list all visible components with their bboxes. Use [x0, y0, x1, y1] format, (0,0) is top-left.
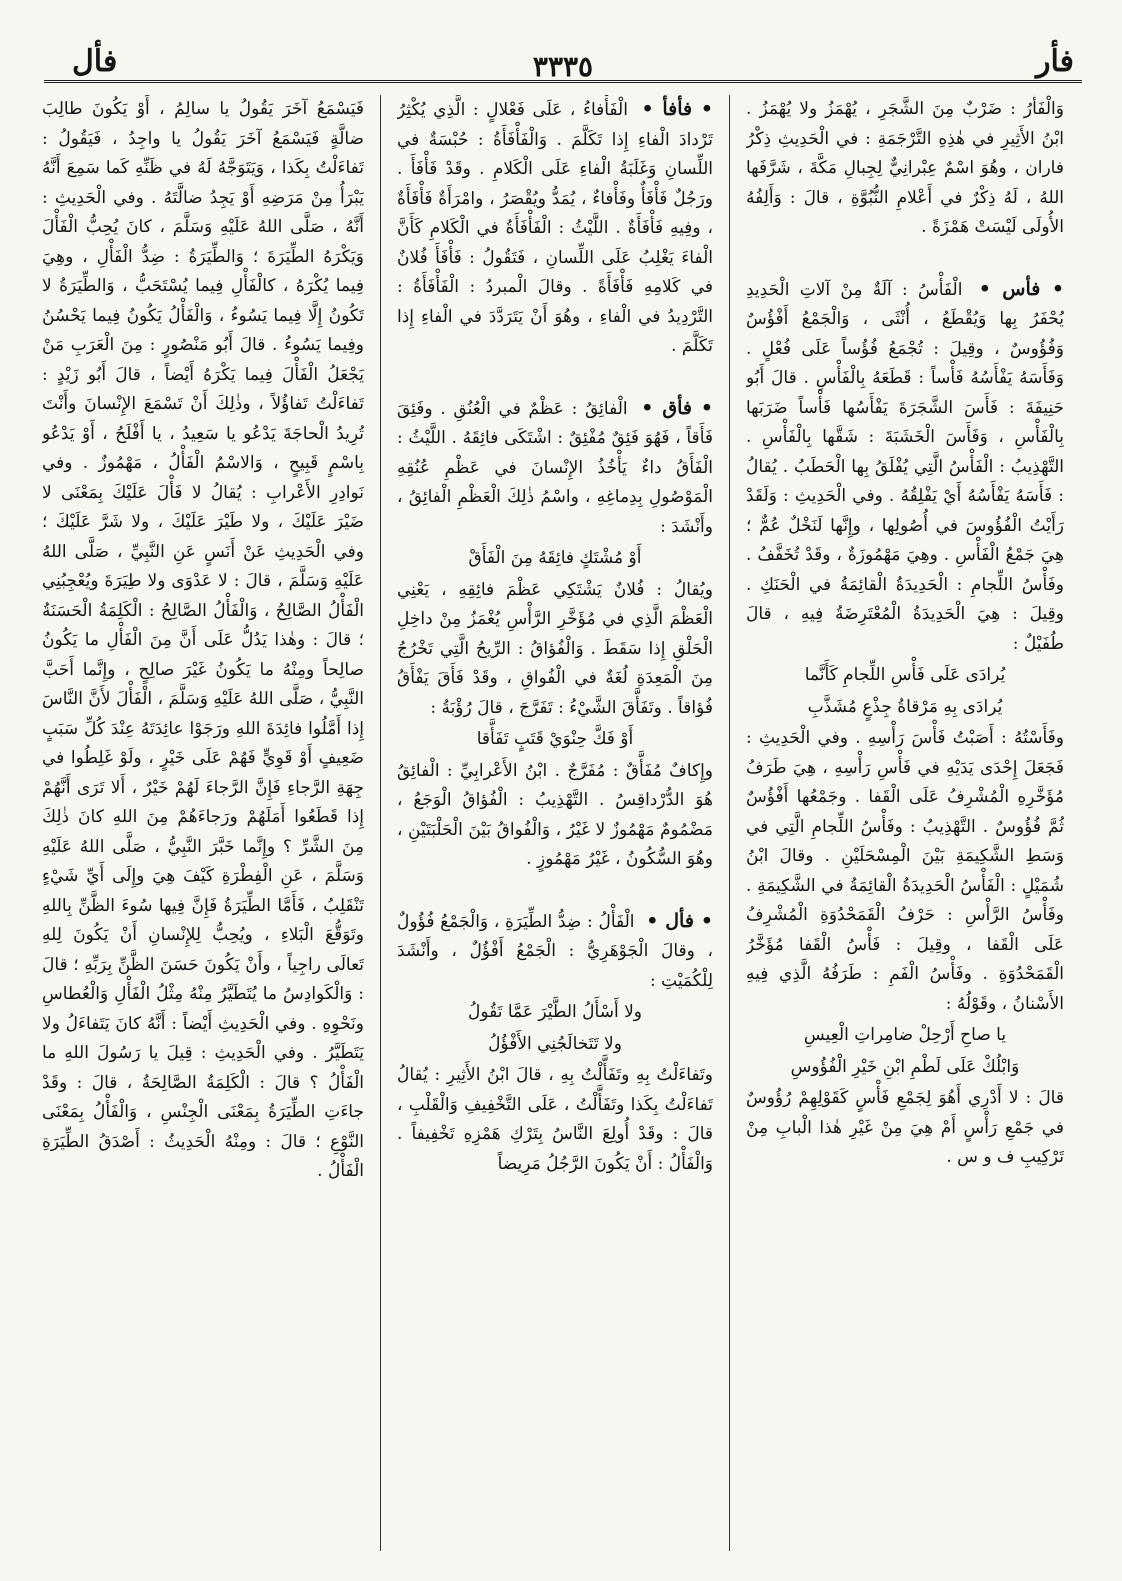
- entry-faq: [397, 394, 713, 875]
- entry-text: الْفَأْفاءُ ، عَلَى فَعْلالٍ : الَّذِي يُكْثِرُ تَرْدادَ الْفاءِ إِذا تَكَلَّمَ . وَالْفَأْفَأَةُ : حُبْسَةٌ في اللِّسانِ وَغَلَبَةُ الْفاءِ عَلَى الْكَلامِ . وقَدْ فَأْفَأَ . ورَجُلٌ فَأْفَأٌ وفَأْفاءٌ ، يُمَدُّ ويُقْصَرُ ، وامْرَأَةٌ فَأْفَأَةٌ ، وفِيهِ فَأْفَأَةٌ . اللَّيْثُ : الْفَأْفَأَةُ في الْكَلامِ كَأَنَّ الْفاءَ يَغْلِبُ عَلَى اللِّسانِ ، فَتَقُولُ : فَأْفَأَ فُلانٌ في كَلامِهِ فَأْفَأَةً . وقالَ الْمبردُ : الْفَأْفَأَةُ : التَّرْدِيدُ في الْفاءِ ، وهُوَ أَنْ يَتَرَدَّدَ في الْفاءِ إِذا تَكَلَّمَ .: [397, 100, 713, 356]
- entry-text: وتَفاءَلْتُ بِهِ وتَفَأَّلْتُ بِهِ ، قالَ ابْنُ الأَثِيرِ : يُقالُ تَفاءَلْتُ بِكَذا وتَفَأَّلْتُ ، عَلَى التَّخْفِيفِ وَالْقَلْبِ ، قالَ : وقَدْ أُولِعَ النَّاسُ بِتَرْكِ هَمْزِهِ تَخْفِيفاً . وَالْفَأْلُ : أَنْ يَكُونَ الرَّجُلُ مَرِيضاً: [397, 1065, 713, 1174]
- entry-text: فَيَسْمَعُ آخَرَ يَقُولُ يا سالِمُ ، أَوْ يَكُونَ طالِبَ ضالَّةٍ فَيَسْمَعُ آخَرَ يَقُولُ يا واجِدُ ، فَيَقُولُ : تَفاءَلْتُ بِكَذا ، وَيَتَوَجَّهُ لَهُ في ظَنِّهِ كَما سَمِعَ أَنَّهُ يَبْرَأُ مِنْ مَرَضِهِ أَوْ يَجِدُ ضالَّتَهُ . وفي الْحَدِيثِ : أَنَّهُ ، صَلَّى اللهُ عَلَيْهِ وَسَلَّمَ ، كانَ يُحِبُّ الْفَأْلَ وَيَكْرَهُ الطِّيَرَةَ ؛ وَالطِّيَرَةُ : ضِدُّ الْفَأْلِ ، وهِيَ فِيما يُكْرَهُ ، كالْفَأْلِ فِيما يُسْتَحَبُّ ، وَالطِّيَرَةُ لا تَكُونُ إِلَّا فِيما يَسُوءُ ، وَالْفَأْلُ يَكُونُ فِيما يَحْسُنُ وفِيما يَسُوءُ . قالَ أَبُو مَنْصُورٍ : مِنَ الْعَرَبِ مَنْ يَجْعَلُ الْفَأْلَ فِيما يَكْرَهُ أَيْضاً ، قالَ أَبُو زَيْدٍ : تَفاءَلْتُ تَفاؤُلاً ، وذٰلِكَ أَنْ تَسْمَعَ الإِنْسانَ وأَنْتَ تُرِيدُ الْحاجَةَ يَدْعُو يا سَعِيدُ ، يا أَفْلَحُ ، أَوْ يَدْعُو بِاسْمٍ قَبِيحٍ ، وَالاسْمُ الْفَأْلُ ، مَهْمُوزٌ . وفي نَوادِرِ الأَعْرابِ : يُقالُ لا فَأْلَ عَلَيْكَ بِمَعْنَى لا ضَيْرَ عَلَيْكَ ، ولا طَيْرَ عَلَيْكَ ، ولا شَرَّ عَلَيْكَ ؛ وفي الْحَدِيثِ عَنْ أَنَسٍ عَنِ النَّبِيِّ ، صَلَّى اللهُ عَلَيْهِ وَسَلَّمَ ، قالَ : لا عَدْوَى ولا طِيَرَةَ ويُعْجِبُنِي الْفَأْلُ الصَّالِحُ ، وَالْفَأْلُ الصَّالِحُ : الْكَلِمَةُ الْحَسَنَةُ ؛ قالَ : وهٰذا يَدُلُّ عَلَى أَنَّ مِنَ الْفَأْلِ ما يَكُونُ صالِحاً ومِنْهُ ما يَكُونُ غَيْرَ صالِحٍ ، وإِنَّما أَحَبَّ النَّبِيُّ ، صَلَّى اللهُ عَلَيْهِ وَسَلَّمَ ، الْفَأْلَ لأَنَّ النَّاسَ إِذا أَمَّلُوا فائِدَةَ اللهِ ورَجَوْا عائِدَتَهُ عِنْدَ كُلِّ سَبَبٍ ضَعِيفٍ أَوْ قَوِيٍّ فَهُمْ عَلَى خَيْرٍ ، ولَوْ غَلِطُوا في جِهَةِ الرَّجاءِ فَإِنَّ الرَّجاءَ لَهُمْ خَيْرٌ ، أَلا تَرَى أَنَّهُمْ إِذا قَطَعُوا أَمَلَهُمْ ورَجاءَهُمْ مِنَ اللهِ كانَ ذٰلِكَ مِنَ الشَّرِّ ؟ وإِنَّما خَبَّرَ النَّبِيُّ ، صَلَّى اللهُ عَلَيْهِ وَسَلَّمَ ، عَنِ الْفِطْرَةِ كَيْفَ هِيَ وإِلَى أَيِّ شَيْءٍ تَنْقَلِبُ ، فَأَمَّا الطِّيَرَةُ فَإِنَّ فِيها سُوءَ الظَّنِّ بِاللهِ وتَوَقُّعَ الْبَلاءِ ، ويُحِبُّ لِلإِنْسانِ أَنْ يَكُونَ لِلهِ تَعالَى راجِياً ، وأَنْ يَكُونَ حَسَنَ الظَّنِّ بِرَبِّهِ ؛ قالَ : وَالْكَوادِسُ ما يُتَطَيَّرُ مِنْهُ مِثْلُ الْفَأْلِ وَالْعُطاسِ ونَحْوِهِ . وفي الْحَدِيثِ أَيْضاً : أَنَّهُ كانَ يَتَفاءَلُ ولا يَتَطَيَّرُ . وفي الْحَدِيثِ : قِيلَ يا رَسُولَ اللهِ ما الْفَأْلُ ؟ قالَ : الْكَلِمَةُ الصَّالِحَةُ ، قالَ : وقَدْ جاءَتِ الطِّيَرَةُ بِمَعْنَى الْجِنْسِ ، وَالْفَأْلُ بِمَعْنَى النَّوْعِ ؛ قالَ : ومِنْهُ الْحَدِيثُ : أَصْدَقُ الطِّيَرَةِ الْفَأْلُ .: [42, 99, 364, 1181]
- entry-headword: • فأل •: [646, 909, 713, 932]
- verse-line: ولا تَتَخالَجُنِي الأَفْؤُلُ: [488, 1033, 622, 1054]
- header-rule: [44, 80, 1082, 83]
- verse-line: يُرادَى بِهِ مَرْقاةُ جِذْعٍ مُشَذَّبِ: [807, 696, 1003, 717]
- headword-right: فأر: [1036, 44, 1074, 79]
- verse-line: وَابْلُكْ عَلَى لَطْمِ ابْنِ خَيْرِ الْفُؤُوسِ: [790, 1056, 1020, 1077]
- entry-fas: [746, 275, 1064, 1173]
- page-number: ٣٣٣٥: [532, 50, 594, 83]
- verse-line: يا صاحِ أَرْحِلْ ضامِراتِ الْعِيسِ: [803, 1025, 1007, 1045]
- entry-text: الْفَأْلُ : ضِدُّ الطِّيَرَةِ ، وَالْجَمْعُ فُؤُولٌ ، وقالَ الْجَوْهَرِيُّ : الْجَمْعُ أَفْؤُلٌ ، وأَنْشَدَ لِلْكُمَيْتِ :: [397, 911, 713, 991]
- entry-fafa: [397, 95, 713, 362]
- verse-line: يُرادَى عَلَى فَأْسِ اللِّجامِ كَأَنَّما: [804, 665, 1006, 685]
- column-middle: [397, 95, 713, 1551]
- entry-text: الْفَأْسُ : آلَةٌ مِنْ آلاتِ الْحَدِيدِ يُحْفَرُ بِها وَيُقْطَعُ ، أُنْثَى ، وَالْجَمْعُ أَفْؤُسٌ وَفُؤُوسٌ ، وقِيلَ : تُجْمَعُ فُؤُساً عَلَى فُعْلٍ . وَفَأَسَهُ يَفْأَسُهُ فَأْساً : قَطَعَهُ بِالْفَأْسِ . قالَ أَبُو حَنِيفَةَ : فَأَسَ الشَّجَرَةَ يَفْأَسُها فَأْساً ضَرَبَها بِالْفَأْسِ ، وَفَأَسَ الْخَشَبَةَ : شَقَّها بِالْفَأْسِ . التَّهْذِيبُ : الْفَأْسُ الَّتِي يُفْلَقُ بِها الْحَطَبُ . يُقالُ : فَأَسَهُ يَفْأَسُهُ أَيْ يَفْلِقُهُ . وفي الْحَدِيثِ : وَلَقَدْ رَأَيْتُ الْفُؤُوسَ في أُصُولِها ، وإِنَّها لَنَخْلٌ عُمٌّ ؛ هِيَ جَمْعُ الْفَأْسِ . وهِيَ مَهْمُوزَةٌ ، وقَدْ تُخَفَّفُ . وفَأْسُ اللِّجامِ : الْحَدِيدَةُ الْقائِمَةُ في الْحَنَكِ . وقِيلَ : هِيَ الْحَدِيدَةُ الْمُعْتَرِضَةُ فِيهِ ، قالَ طُفَيْلٌ :: [746, 279, 1064, 654]
- entry-text: قالَ : لا أَدْرِي أَهُوَ لِجَمْعِ فَأْسٍ كَقَوْلِهِمْ رُؤُوسٌ في جَمْعِ رَأْسٍ أَمْ هِيَ مِنْ غَيْرِ هٰذا الْبابِ مِنْ تَرْكِيبِ ف و س .: [746, 1088, 1064, 1167]
- entry-headword: • فأق •: [641, 396, 713, 419]
- entry-text: وَالْفَأْرُ : ضَرْبٌ مِنَ الشَّجَرِ ، يُهْمَزُ ولا يُهْمَزُ . ابْنُ الأَثِيرِ في هٰذِهِ التَّرْجَمَةِ : في الْحَدِيثِ ذِكْرُ فاران ، وهُوَ اسْمٌ عِبْرانِيٌّ لِجِبالِ مَكَّةَ ، شَرَّفَها اللهُ ، لَهُ ذِكْرٌ في أَعْلامِ النُّبُوَّةِ ، قالَ : وَأَلِفُهُ الأُولَى لَيْسَتْ هَمْزَةً .: [746, 99, 1064, 237]
- entry-fal: [397, 907, 713, 1180]
- column-left: [42, 95, 364, 1551]
- entry-text: وإِكافٌ مُفَأَّقٌ : مُفَرَّجٌ . ابْنُ الأَعْرابِيِّ : الْفائِقُ هُوَ الدُّرْداقِسُ . التَّهْذِيبُ : الْفُؤاقُ الْوَجَعُ ، مَضْمُومٌ مَهْمُوزٌ لا غَيْرُ ، وَالْفُواقُ بَيْنَ الْحَلْبَتَيْنِ ، وهُوَ السُّكُونُ ، غَيْرُ مَهْمُوزٍ .: [397, 760, 713, 869]
- entry-headword: • فأس •: [978, 277, 1064, 300]
- entry-text: الْفائِقُ : عَظْمٌ في الْعُنُقِ . وفَئِقَ فَأَقاً ، فَهُوَ فَئِقٌ مُفْئِقٌ : اشْتَكَى فائِقَهُ . اللَّيْثُ : الْفَأَقُ داءٌ يَأْخُذُ الإِنْسانَ في عَظْمِ عُنُقِهِ الْمَوْصُولِ بِدِماغِهِ ، واسْمُ ذٰلِكَ الْعَظْمِ الْفائِقُ ، وأَنْشَدَ :: [397, 398, 713, 537]
- column-divider: [729, 95, 730, 1551]
- column-divider: [380, 95, 381, 1551]
- entry-far: [746, 95, 1064, 243]
- column-right: [746, 95, 1064, 1551]
- headword-left: فأل: [72, 44, 118, 79]
- entry-text: ويُقالُ : فُلانٌ يَشْتَكِي عَظْمَ فائِقِهِ ، يَعْنِي الْعَظْمَ الَّذِي في مُؤَخَّرِ الرَّأْسِ يُغْمَزُ مِنْ داخِلِ الْحَلْقِ إِذا سَقَطَ . وَالْفُؤاقُ : الرِّيحُ الَّتِي تَخْرُجُ مِنَ الْمَعِدَةِ لُغَةٌ في الْفُواقِ ، وقَدْ فَأَقَ يَفْأَقُ فُؤاقاً . وتَفَأَّقَ الشَّيْءُ : تَفَرَّجَ ، قالَ رُؤْبَةُ :: [397, 579, 713, 718]
- entry-headword: • فأفأ •: [641, 98, 713, 120]
- columns: [42, 95, 1064, 1551]
- entry-text: وفَأَسْتُهُ : أَصَبْتُ فَأْسَ رَأْسِهِ . وفي الْحَدِيثِ : فَجَعَلَ إِحْدَى يَدَيْهِ في فَأْسِ رَأْسِهِ ، هِيَ طَرَفُ مُؤَخَّرِهِ الْمُشْرِفُ عَلَى الْقَفا . وجَمْعُها أَفْؤُسٌ ثُمَّ فُؤُوسٌ . التَّهْذِيبُ : وفَأْسُ اللِّجامِ الَّتِي في وَسَطِ الشَّكِيمَةِ بَيْنَ الْمِسْحَلَيْنِ . وقالَ ابْنُ شُمَيْلٍ : الْفَأْسُ الْحَدِيدَةُ الْقائِمَةُ في الشَّكِيمَةِ . وفَأْسُ الرَّأْسِ : حَرْفُ الْقَمَحْدُوَةِ الْمُشْرِفُ عَلَى الْقَفا ، وقِيلَ : فَأْسُ الْقَفا مُؤَخَّرُ الْقَمَحْدُوَةِ . وفَأْسُ الْفَمِ : طَرَفُهُ الَّذِي فِيهِ الأَسْنانُ ، وقَوْلُهُ :: [746, 728, 1064, 1014]
- verse-line: أَوْ مُشْتَكٍ فائِقَهُ مِنَ الْفَأَقْ: [468, 548, 642, 568]
- verse-line: ولا أَسْأَلُ الطَّيْرَ عَمَّا تَقُولُ: [468, 1002, 642, 1022]
- verse-line: أَوْ فَكَّ حِنْوَيْ قَتَبٍ تَفَأَّقا: [476, 729, 634, 749]
